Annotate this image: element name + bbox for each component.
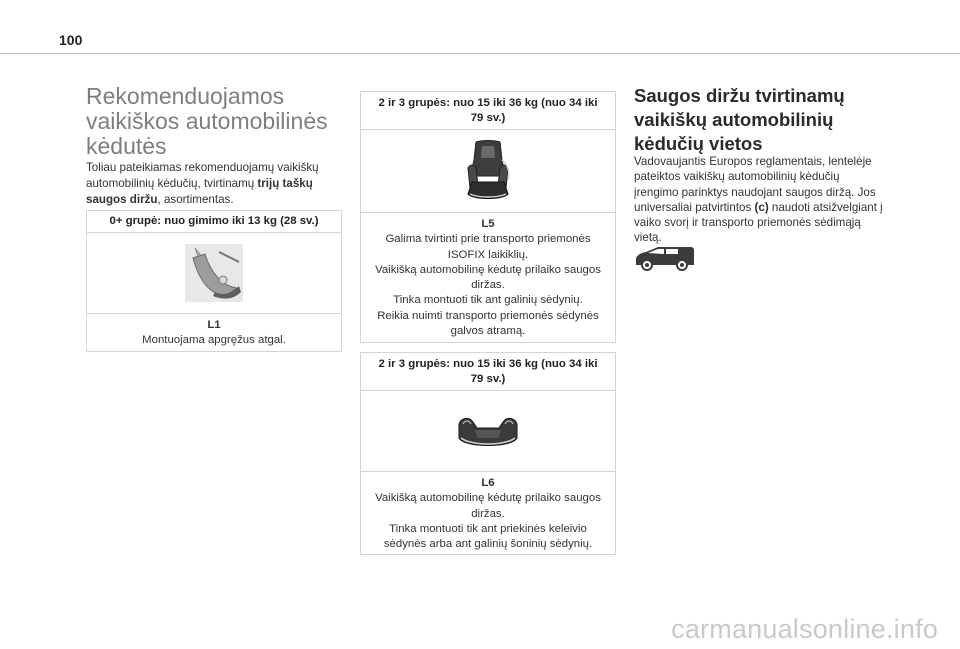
seat-image-l6: [361, 391, 615, 472]
seat-line: Galima tvirtinti prie transporto priemonės ISOFIX laikiklių.: [385, 233, 591, 261]
rear-facing-seat-image: [179, 240, 249, 306]
seat-code: L5: [481, 218, 495, 230]
seat-card-body: [361, 213, 615, 339]
belt-seat-positions-title: Saugos diržu tvirtinamų vaikiškų automobilinių kėdučių vietos: [634, 85, 845, 154]
seat-line: Vaikišką automobilinę kėdutę prilaiko saugos diržas.: [375, 263, 601, 292]
recommended-seats-title: Rekomenduojamos vaikiškos automobilinės kėdutės: [86, 83, 328, 159]
booster-cushion-image: [453, 406, 523, 456]
seat-code: L6: [481, 477, 495, 489]
seat-card-l6: [360, 352, 616, 555]
seat-card-header: 2 ir 3 grupės: nuo 15 iki 36 kg (nuo 34 iki 79 sv.): [361, 353, 615, 391]
seat-card-body: [87, 314, 341, 349]
seat-line: Tinka montuoti tik ant galinių sėdynių.: [393, 294, 583, 307]
seat-line: Vaikišką automobilinę kėdutę prilaiko saugos diržas.: [375, 492, 601, 520]
seat-line: Reikia nuimti transporto priemonės sėdynės galvos atramą.: [377, 309, 599, 338]
seat-image-l1: [87, 233, 341, 314]
seat-card-header: 2 ir 3 grupės: nuo 15 iki 36 kg (nuo 34 iki 79 sv.): [361, 92, 615, 130]
high-back-booster-image: [458, 138, 518, 204]
van-icon: [634, 245, 696, 271]
seat-card-l5: [360, 91, 616, 343]
seat-image-l5: [361, 130, 615, 213]
seat-code: L1: [207, 319, 221, 331]
belt-positions-description: Vadovaujantis Europos reglamentais, lentelėje pateiktos vaikiškų automobilinių kėdučių įrengimo parinktys naudojant saugos diržą. Jos universaliai patvirtintos (c) naudoti atsižvelgiant į vaiko svorį ir transporto priemonės sėdimąją vietą.: [634, 155, 883, 245]
page-number: 100: [59, 32, 83, 48]
seat-card-header: 0+ grupė: nuo gimimo iki 13 kg (28 sv.): [87, 211, 341, 233]
seat-line: Tinka montuoti tik ant priekinės keleivio sėdynės arba ant galinių šoninių sėdynių.: [383, 522, 593, 551]
seat-line: Montuojama apgręžus atgal.: [142, 334, 286, 347]
header-divider: [0, 53, 960, 54]
watermark: carmanualsonline.info: [671, 614, 938, 644]
intro-paragraph: Toliau pateikiamas rekomenduojamų vaikiškų automobilinių kėdučių, tvirtinamų trijų taškų saugos diržu, asortimentas.: [86, 161, 319, 206]
seat-card-body: [361, 472, 615, 552]
seat-card-l1: [86, 210, 342, 352]
